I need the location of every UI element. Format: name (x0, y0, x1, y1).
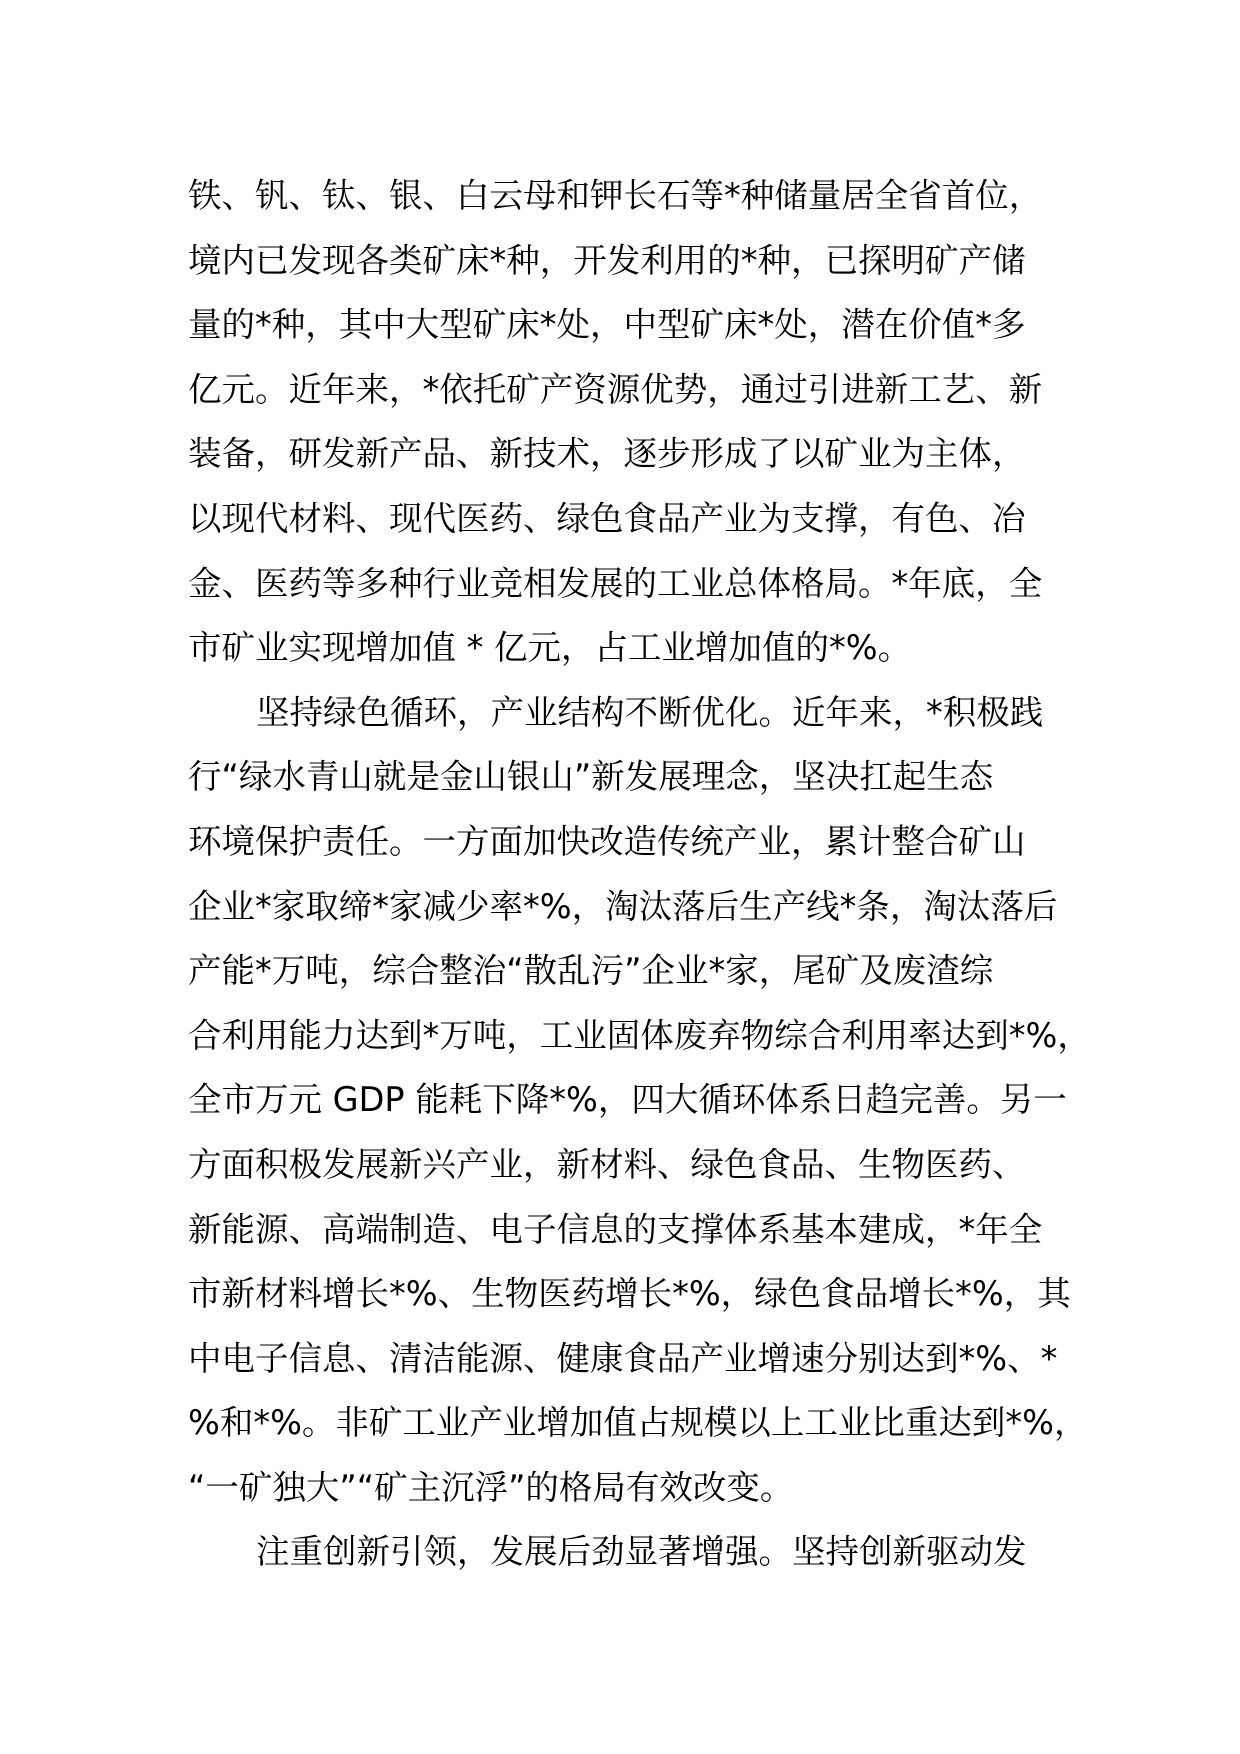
text-line: 金、医药等多种行业竞相发展的工业总体格局。*年底，全 (188, 563, 1043, 603)
text-line: 全市万元 GDP 能耗下降*%，四大循环体系日趋完善。另一 (188, 1080, 1067, 1120)
text-line: 坚持绿色循环，产业结构不断优化。近年来，*积极践 (256, 692, 1044, 732)
text-line: 行“绿水青山就是金山银山”新发展理念，坚决扛起生态 (188, 757, 994, 797)
paragraph-3 (188, 1520, 1068, 1585)
text-line: “一矿独大”“矿主沉浮”的格局有效改变。 (188, 1467, 794, 1507)
text-line: 新能源、高端制造、电子信息的支撑体系基本建成，*年全 (188, 1209, 1043, 1249)
text-line: 市新材料增长*%、生物医药增长*%，绿色食品增长*%，其 (188, 1274, 1071, 1314)
text-line: 企业*家取缔*家减少率*%，淘汰落后生产线*条，淘汰落后 (188, 886, 1058, 926)
text-line: 环境保护责任。一方面加快改造传统产业，累计整合矿山 (188, 821, 1026, 861)
paragraph-1 (188, 164, 1068, 681)
text-line: 装备，研发新产品、新技术，逐步形成了以矿业为主体， (188, 434, 1026, 474)
text-line: 境内已发现各类矿床*种，开发利用的*种，已探明矿产储 (188, 240, 1026, 280)
text-line: 中电子信息、清洁能源、健康食品产业增速分别达到*%、* (188, 1338, 1058, 1378)
text-line: 市矿业实现增加值 * 亿元，占工业增加值的*%。 (188, 628, 912, 668)
text-line: 亿元。近年来，*依托矿产资源优势，通过引进新工艺、新 (188, 369, 1043, 409)
text-line: 注重创新引领，发展后劲显著增强。坚持创新驱动发 (256, 1532, 1027, 1572)
text-line: 产能*万吨，综合整治“散乱污”企业*家，尾矿及废渣综 (188, 951, 994, 991)
text-line: 方面积极发展新兴产业，新材料、绿色食品、生物医药、 (188, 1144, 1026, 1184)
paragraph-2 (188, 681, 1091, 1521)
document-body (188, 164, 1091, 1585)
text-line: %和*%。非矿工业产业增加值占规模以上工业比重达到*%， (188, 1403, 1088, 1443)
text-line: 合利用能力达到*万吨，工业固体废弃物综合利用率达到*%， (188, 1015, 1091, 1055)
text-line: 以现代材料、现代医药、绿色食品产业为支撑，有色、冶 (188, 498, 1026, 538)
text-line: 铁、钒、钛、银、白云母和钾长石等*种储量居全省首位， (188, 176, 1043, 215)
text-line: 量的*种，其中大型矿床*处，中型矿床*处，潜在价值*多 (188, 305, 1026, 345)
